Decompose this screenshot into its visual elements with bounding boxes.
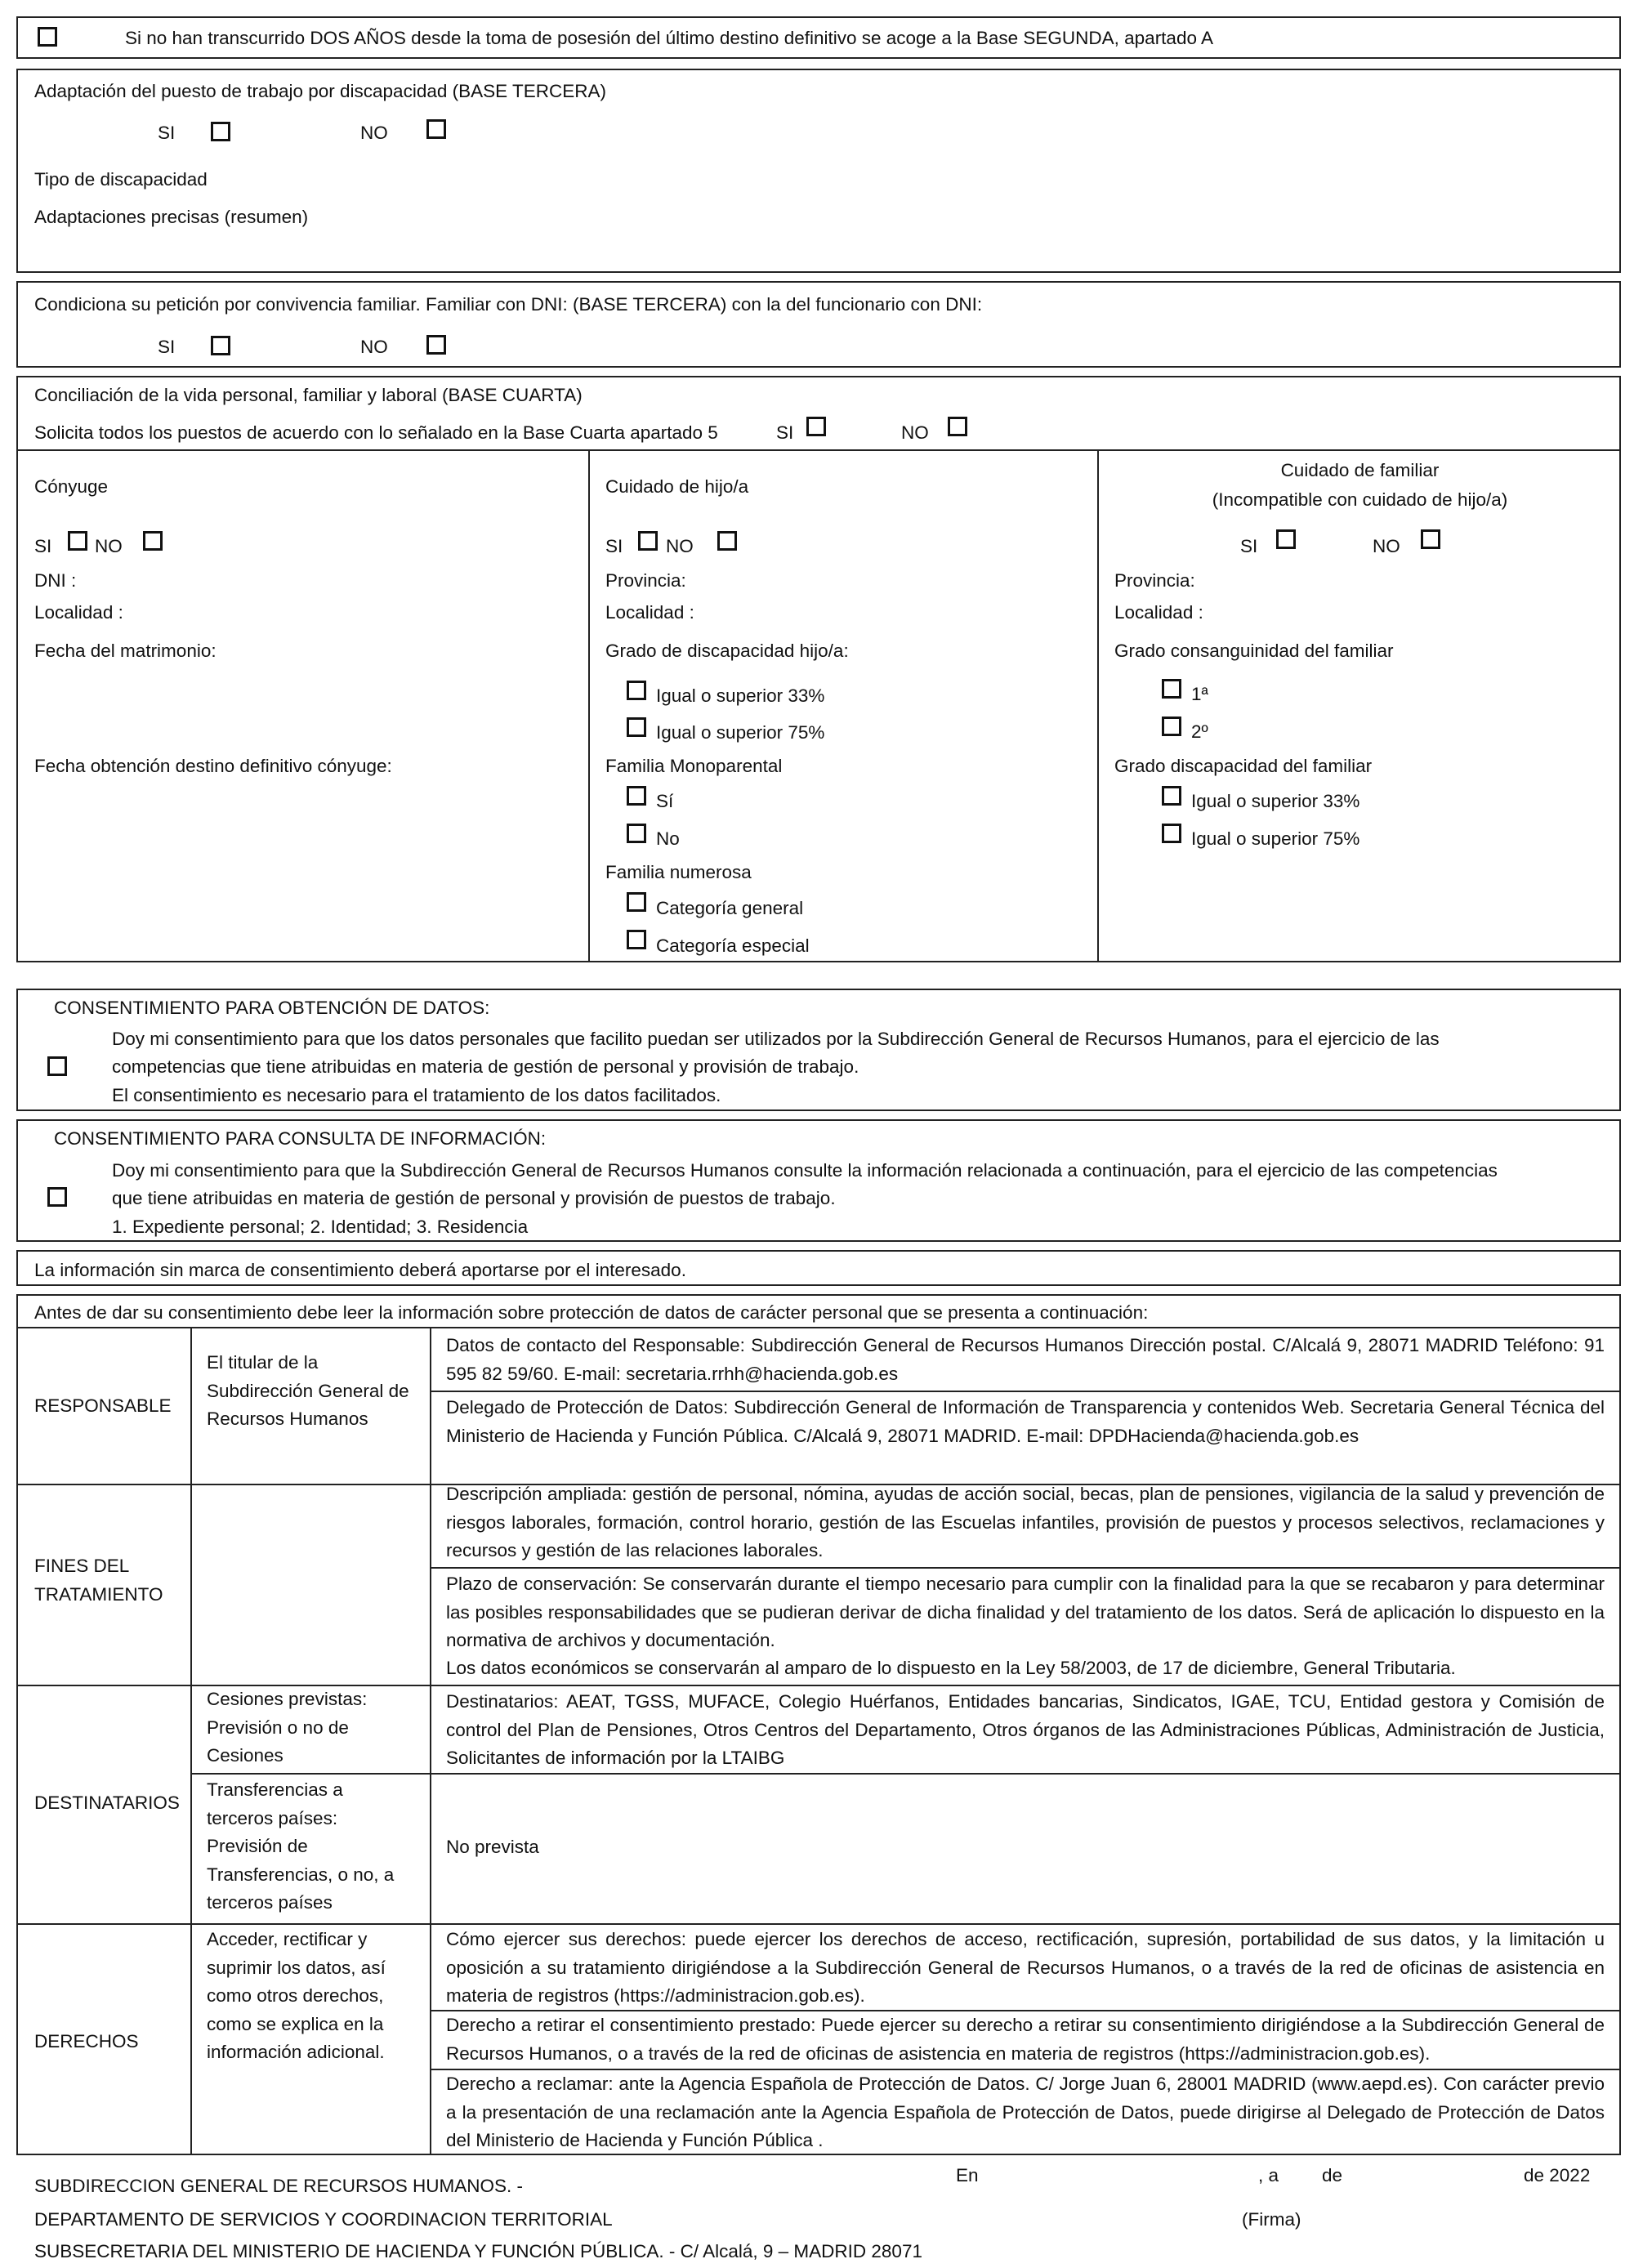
relative-disability: Grado discapacidad del familiar: [1114, 756, 1373, 776]
large-family-special-label: Categoría especial: [656, 935, 810, 956]
child-no-checkbox[interactable]: [717, 531, 737, 551]
child-no-label: NO: [666, 536, 694, 556]
consent-data-checkbox[interactable]: [47, 1056, 67, 1076]
relative-title: Cuidado de familiar: [1280, 460, 1440, 480]
relative-province: Provincia:: [1114, 570, 1195, 591]
footer-line3: SUBSECRETARIA DEL MINISTERIO DE HACIENDA Y FUNCIÓN PÚBLICA. - C/ Alcalá, 9 – MADRID 28071: [34, 2241, 922, 2261]
child-disability-grade: Grado de discapacidad hijo/a:: [605, 641, 849, 661]
child-title: Cuidado de hijo/a: [605, 476, 749, 497]
consent-query-line3: 1. Expediente personal; 2. Identidad; 3. Residencia: [112, 1217, 529, 1237]
single-parent-label: Familia Monoparental: [605, 756, 783, 776]
relative-second-checkbox[interactable]: [1162, 717, 1181, 736]
responsable-label: RESPONSABLE: [34, 1395, 172, 1416]
child-33-checkbox[interactable]: [627, 681, 646, 700]
signature-month-label: de: [1322, 2165, 1343, 2185]
child-si-checkbox[interactable]: [638, 531, 658, 551]
relative-si-checkbox[interactable]: [1276, 529, 1296, 549]
relative-75-checkbox[interactable]: [1162, 824, 1181, 843]
top-notice-checkbox[interactable]: [38, 27, 57, 47]
spouse-locality: Localidad :: [34, 602, 123, 623]
signature-year: de 2022: [1524, 2165, 1591, 2185]
protection-intro-divider: [16, 1327, 1621, 1328]
destinatarios-recipients: Destinatarios: AEAT, TGSS, MUFACE, Colegio Huérfanos, Entidades bancarias, Sindicatos, IGAE, TCU, Entidad gestora y Comisión de control del Plan de Pensiones, Otros Centros del Departamento, Otros órganos de las Administraciones Públicas, Administración de Justicia, Solicitantes de información por la LTAIBG: [446, 1691, 1605, 1768]
fines-economic: Los datos económicos se conservarán al amparo de lo dispuesto en la Ley 58/2003, de 17 de diciembre, General Tributaria.: [446, 1658, 1456, 1678]
spouse-marriage-date: Fecha del matrimonio:: [34, 641, 217, 661]
conciliation-si-checkbox[interactable]: [806, 417, 826, 436]
conciliation-col-divider-1: [588, 449, 590, 962]
relative-75-label: Igual o superior 75%: [1191, 828, 1360, 849]
consent-query-line1: Doy mi consentimiento para que la Subdirección General de Recursos Humanos consulte la información relacionada a continuación, para el ejercicio de las competencias: [112, 1160, 1498, 1181]
adaptation-si-label: SI: [158, 123, 176, 143]
consent-data-line2: competencias que tiene atribuidas en materia de gestión de personal y provisión de trabajo.: [112, 1056, 859, 1077]
adaptation-si-checkbox[interactable]: [211, 122, 230, 141]
footer-line2: DEPARTAMENTO DE SERVICIOS Y COORDINACION TERRITORIAL: [34, 2209, 613, 2230]
footer-line1: SUBDIRECCION GENERAL DE RECURSOS HUMANOS. -: [34, 2176, 523, 2196]
conciliation-no-checkbox[interactable]: [948, 417, 967, 436]
family-no-checkbox[interactable]: [426, 335, 446, 355]
adaptation-no-label: NO: [360, 123, 388, 143]
conciliation-col-divider-2: [1097, 449, 1099, 962]
single-parent-no-label: No: [656, 828, 680, 849]
large-family-label: Familia numerosa: [605, 862, 752, 882]
protection-col-divider-2: [430, 1327, 431, 2155]
destinatarios-transfers: No prevista: [446, 1837, 539, 1857]
relative-second-label: 2º: [1191, 721, 1208, 742]
spouse-dni: DNI :: [34, 570, 77, 591]
signature-label: (Firma): [1242, 2209, 1301, 2230]
consent-data-title: CONSENTIMIENTO PARA OBTENCIÓN DE DATOS:: [54, 998, 490, 1018]
unmarked-note: La información sin marca de consentimiento deberá aportarse por el interesado.: [34, 1260, 686, 1280]
relative-kinship: Grado consanguinidad del familiar: [1114, 641, 1394, 661]
relative-first-checkbox[interactable]: [1162, 679, 1181, 699]
consent-data-line1: Doy mi consentimiento para que los datos personales que facilito puedan ser utilizados por la Subdirección General de Recursos Humanos, para el ejercicio de las: [112, 1029, 1440, 1049]
row-divider-destinatarios: [16, 1923, 1621, 1925]
relative-33-label: Igual o superior 33%: [1191, 791, 1360, 811]
relative-33-checkbox[interactable]: [1162, 786, 1181, 806]
adaptation-no-checkbox[interactable]: [426, 119, 446, 139]
destinatarios-mid2: Transferencias a terceros países: Previsión de Transferencias, o no, a terceros países: [207, 1779, 395, 1913]
destinatarios-mid1: Cesiones previstas: Previsión o no de Cesiones: [207, 1689, 368, 1766]
relative-first-label: 1ª: [1191, 684, 1208, 704]
conciliation-si-label: SI: [776, 422, 794, 443]
responsable-dpo: Delegado de Protección de Datos: Subdirección General de Información de Transparencia y contenidos Web. Secretaria General Técnica del Ministerio de Hacienda y Función Pública. C/Alcalá 9, 28071 MADRID. E-mail: DPDHacienda@hacienda.gob.es: [446, 1397, 1605, 1446]
single-parent-no-checkbox[interactable]: [627, 824, 646, 843]
large-family-general-checkbox[interactable]: [627, 892, 646, 912]
conciliation-request: Solicita todos los puestos de acuerdo con lo señalado en la Base Cuarta apartado 5: [34, 422, 718, 443]
subrow-divider-fines: [430, 1567, 1621, 1569]
child-si-label: SI: [605, 536, 623, 556]
subrow-divider-destinatarios: [190, 1773, 1621, 1775]
family-si-checkbox[interactable]: [211, 336, 230, 355]
relative-subtitle: (Incompatible con cuidado de hijo/a): [1212, 489, 1508, 510]
spouse-title: Cónyuge: [34, 476, 109, 497]
fines-label: FINES DEL TRATAMIENTO: [34, 1556, 163, 1605]
destinatarios-label: DESTINATARIOS: [34, 1793, 180, 1813]
protection-intro: Antes de dar su consentimiento debe leer la información sobre protección de datos de carácter personal que se presenta a continuación:: [34, 1302, 1149, 1323]
relative-no-checkbox[interactable]: [1421, 529, 1440, 549]
large-family-general-label: Categoría general: [656, 898, 804, 918]
fines-retention: Plazo de conservación: Se conservarán durante el tiempo necesario para cumplir con la finalidad para la que se recabaron y para determinar las posibles responsabilidades que se pudieran derivar de dicha finalidad y del tratamiento de los datos. Será de aplicación lo dispuesto en la normativa de archivos y documentación.: [446, 1574, 1605, 1650]
disability-type-label: Tipo de discapacidad: [34, 169, 208, 190]
derechos-how: Cómo ejercer sus derechos: puede ejercer los derechos de acceso, rectificación, supresión, portabilidad de sus datos, y la limitación u oposición a su tratamiento dirigiéndose a la Subdirección General de Recursos Humanos, o a través de la red de oficinas de asistencia en materia de registros (https://administracion.gob.es).: [446, 1929, 1605, 2006]
relative-locality: Localidad :: [1114, 602, 1203, 623]
child-locality: Localidad :: [605, 602, 694, 623]
large-family-special-checkbox[interactable]: [627, 930, 646, 949]
family-si-label: SI: [158, 337, 176, 357]
responsable-contact: Datos de contacto del Responsable: Subdirección General de Recursos Humanos Dirección postal. C/Alcalá 9, 28071 MADRID Teléfono: 91 595 82 59/60. E-mail: secretaria.rrhh@hacienda.gob.es: [446, 1335, 1605, 1384]
spouse-no-label: NO: [95, 536, 123, 556]
child-province: Provincia:: [605, 570, 686, 591]
consent-query-line2: que tiene atribuidas en materia de gestión de personal y provisión de puestos de trabajo.: [112, 1188, 836, 1208]
child-75-checkbox[interactable]: [627, 717, 646, 737]
relative-no-label: NO: [1373, 536, 1400, 556]
consent-query-checkbox[interactable]: [47, 1187, 67, 1207]
family-no-label: NO: [360, 337, 388, 357]
consent-query-title: CONSENTIMIENTO PARA CONSULTA DE INFORMACIÓN:: [54, 1128, 547, 1149]
adaptation-title: Adaptación del puesto de trabajo por discapacidad (BASE TERCERA): [34, 81, 606, 101]
fines-description: Descripción ampliada: gestión de personal, nómina, ayudas de acción social, becas, plan de pensiones, vigilancia de la salud y prevención de riesgos laborales, formación, control horario, gestión de las Escuelas infantiles, provisión de puestos y procesos selectivos, reclamaciones y recursos y gestión de las relaciones laborales.: [446, 1484, 1605, 1560]
adaptations-label: Adaptaciones precisas (resumen): [34, 207, 309, 227]
conciliation-title: Conciliación de la vida personal, familiar y laboral (BASE CUARTA): [34, 385, 583, 405]
relative-si-label: SI: [1240, 536, 1258, 556]
conciliation-divider: [16, 449, 1621, 451]
child-75-label: Igual o superior 75%: [656, 722, 825, 743]
spouse-destination-date: Fecha obtención destino definitivo cónyuge:: [34, 756, 392, 776]
subrow-divider-responsable: [430, 1391, 1621, 1392]
derechos-claim: Derecho a reclamar: ante la Agencia Española de Protección de Datos. C/ Jorge Juan 6, 28001 MADRID (www.aepd.es). Con carácter previo a la presentación de una reclamación ante la Agencia Española de Protección de Datos, puede dirigirse al Delegado de Protección de Datos del Ministerio de Hacienda y Función Pública .: [446, 2074, 1605, 2150]
consent-data-line3: El consentimiento es necesario para el tratamiento de los datos facilitados.: [112, 1085, 721, 1105]
spouse-si-label: SI: [34, 536, 52, 556]
derechos-withdraw: Derecho a retirar el consentimiento prestado: Puede ejercer su derecho a retirar su consentimiento dirigiéndose a la Subdirección General de Recursos Humanos, o a través de la red de oficinas de asistencia en materia de registros (https://administracion.gob.es).: [446, 2015, 1605, 2064]
family-title: Condiciona su petición por convivencia familiar. Familiar con DNI: (BASE TERCERA) con la del funcionario con DNI:: [34, 294, 983, 315]
signature-place-label: En: [956, 2165, 979, 2185]
top-notice-text: Si no han transcurrido DOS AÑOS desde la toma de posesión del último destino definitivo se acoge a la Base SEGUNDA, apartado A: [125, 28, 1213, 48]
conciliation-no-label: NO: [901, 422, 929, 443]
single-parent-yes-label: Sí: [656, 791, 674, 811]
derechos-label: DERECHOS: [34, 2031, 139, 2051]
protection-col-divider-1: [190, 1327, 192, 2155]
spouse-si-checkbox[interactable]: [68, 531, 87, 551]
responsable-mid: El titular de la Subdirección General de Recursos Humanos: [207, 1352, 409, 1429]
child-33-label: Igual o superior 33%: [656, 685, 825, 706]
spouse-no-checkbox[interactable]: [143, 531, 163, 551]
single-parent-yes-checkbox[interactable]: [627, 786, 646, 806]
derechos-mid: Acceder, rectificar y suprimir los datos, así como otros derechos, como se explica en la información adicional.: [207, 1929, 386, 2062]
signature-day-label: , a: [1258, 2165, 1279, 2185]
